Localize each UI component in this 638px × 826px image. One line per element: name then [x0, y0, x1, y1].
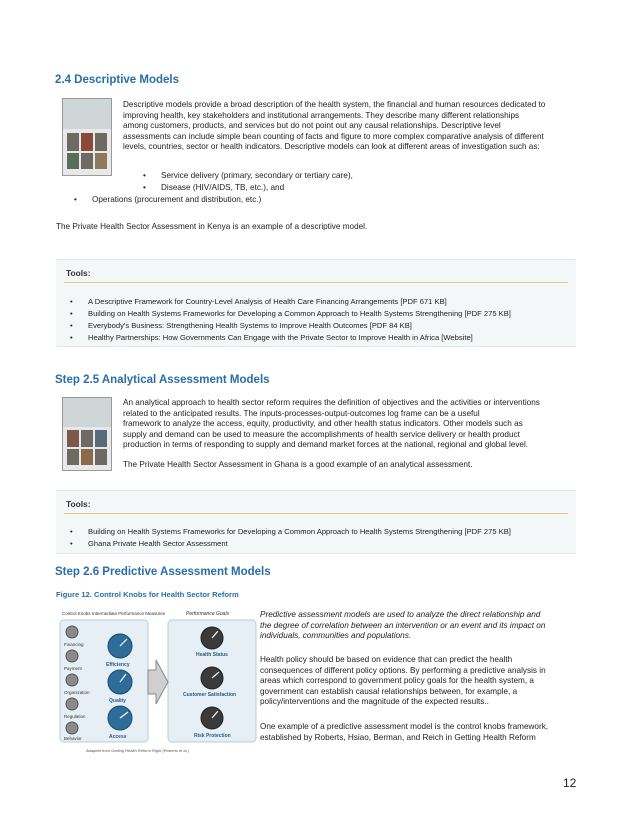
col-right-label: Performance Goals — [186, 611, 230, 617]
knob-icon — [66, 626, 78, 638]
text-line: government can establish causal relationships between, for example, a — [260, 686, 518, 696]
section-heading-2-4: 2.4 Descriptive Models — [55, 74, 179, 86]
page-number: 12 — [563, 776, 577, 790]
text-line: assessments can include simple bean counting of facts and figure to more complex comparative analysis of different — [123, 131, 544, 141]
text-line: the degree of correlation between an intervention or an event and its impact on — [260, 620, 546, 630]
text-line: One example of a predictive assessment model is the control knobs framework, — [260, 722, 549, 731]
text-line: improving health, key stakeholders and institutional arrangements. They describe many different relationships — [123, 110, 520, 120]
bullet-icon: • — [70, 527, 73, 536]
bullet-icon: • — [70, 333, 73, 342]
section-heading-2-5: Step 2.5 Analytical Assessment Models — [55, 374, 270, 386]
bullet-icon: • — [74, 195, 77, 204]
control-knobs-figure — [56, 606, 259, 756]
s25-example: The Private Health Sector Assessment in Ghana is a good example of an analytical assessment. — [123, 460, 473, 469]
knob-icon — [66, 650, 78, 662]
tool-link-text[interactable]: Ghana Private Health Sector Assessment — [88, 539, 228, 548]
text-line: Descriptive models provide a broad description of the health system, the financial and human resources dedicated to — [123, 100, 546, 109]
figure-source: Adapted from Getting Health Reform Right (Roberts et al.) — [86, 748, 189, 753]
text-line: An analytical approach to health sector reform requires the definition of objectives and the activities or interventions — [123, 398, 540, 407]
tools-label: Tools: — [66, 268, 91, 278]
bullet-icon: • — [70, 309, 73, 318]
goal-label: Risk Protection — [194, 733, 231, 739]
gauge-icon — [201, 707, 223, 729]
gauge-icon — [201, 667, 223, 689]
s25-paragraph — [123, 398, 593, 451]
gauge-icon — [108, 634, 132, 658]
text-line: levels, countries, sector or health indicators. Descriptive models can look at different areas of investigation such as: — [123, 142, 540, 152]
text-line: Health policy should be based on evidence that can predict the health — [260, 655, 513, 664]
knob-label: Payment — [64, 666, 82, 671]
section-heading-2-6: Step 2.6 Predictive Assessment Models — [55, 566, 271, 578]
tools-label: Tools: — [66, 499, 91, 509]
goal-label: Health Status — [196, 652, 228, 658]
bullet-icon: • — [143, 183, 146, 192]
text-line: related to the anticipated results. The inputs-processes-output-outcomes log frame can be a useful — [123, 408, 480, 418]
text-line: Predictive assessment models are used to analyze the direct relationship and — [260, 610, 541, 619]
tool-link-text[interactable]: Building on Health Systems Frameworks for Developing a Common Approach to Health Systems Strengthening [PDF 275 KB] — [88, 309, 511, 318]
knob-label: Financing — [64, 642, 84, 647]
text-line: policy/interventions and the magnitude of the expected results.. — [260, 697, 489, 707]
measure-label: Access — [109, 734, 127, 740]
bullet-icon: • — [70, 321, 73, 330]
report-cover-thumbnail — [62, 98, 112, 176]
gauge-icon — [201, 627, 223, 649]
text-line: supply and demand can be used to measure the accomplishments of health service delivery or health product — [123, 429, 520, 439]
text-line: among customers, products, and services but do not point out any causal relationships. Descriptive level — [123, 121, 501, 131]
s26-paragraph-3 — [260, 722, 590, 743]
figure-caption: Figure 12. Control Knobs for Health Sector Reform — [56, 590, 239, 599]
tool-link-text[interactable]: Building on Health Systems Frameworks for Developing a Common Approach to Health Systems Strengthening [PDF 275 KB] — [88, 527, 511, 536]
measure-label: Efficiency — [106, 662, 130, 668]
knob-label: Behavior — [64, 736, 82, 741]
list-item-text: Disease (HIV/AIDS, TB, etc.), and — [161, 183, 285, 192]
knob-icon — [66, 722, 78, 734]
report-cover-thumbnail — [62, 397, 112, 471]
text-line: established by Roberts, Hsiao, Berman, and Reich in Getting Health Reform — [260, 732, 536, 742]
bullet-icon: • — [143, 171, 146, 180]
text-line: individuals, communities and populations. — [260, 631, 412, 641]
col-left-label: Control Knobs — [62, 611, 91, 616]
s24-example: The Private Health Sector Assessment in Kenya is an example of a descriptive model. — [56, 222, 368, 231]
knob-icon — [66, 698, 78, 710]
text-line: consequences of different policy options. By performing a predictive analysis in — [260, 665, 546, 675]
knob-icon — [66, 674, 78, 686]
gauge-icon — [108, 670, 132, 694]
bullet-icon: • — [70, 539, 73, 548]
tool-link-text[interactable]: Healthy Partnerships: How Governments Can Engage with the Private Sector to Improve Health in Africa [Website] — [88, 333, 473, 342]
tools-box-1 — [56, 259, 576, 347]
text-line: production in terms of responding to supply and demand market forces at the national, regional and global level. — [123, 440, 529, 450]
measure-label: Quality — [109, 698, 126, 704]
text-line: framework to analyze the access, equity, productivity, and other health status indicators. Other models such as — [123, 419, 523, 429]
knob-label: Organization — [64, 690, 90, 695]
control-knobs-diagram — [56, 606, 259, 756]
tool-link-text[interactable]: A Descriptive Framework for Country-Level Analysis of Health Care Financing Arrangements [PDF 671 KB] — [88, 297, 447, 306]
tool-link-text[interactable]: Everybody's Business: Strengthening Health Systems to Improve Health Outcomes [PDF 84 KB] — [88, 321, 412, 330]
bullet-icon: • — [70, 297, 73, 306]
knob-label: Regulation — [64, 714, 86, 719]
s24-paragraph — [123, 100, 593, 153]
gauge-icon — [108, 706, 132, 730]
list-item-text: Service delivery (primary, secondary or tertiary care), — [161, 171, 353, 180]
s26-paragraph-2 — [260, 655, 590, 708]
col-mid-label: Intermediate Performance Measures — [92, 611, 166, 616]
goal-label: Customer Satisfaction — [183, 692, 237, 698]
list-item-text: Operations (procurement and distribution, etc.) — [92, 195, 262, 204]
tools-box-2 — [56, 490, 576, 554]
text-line: areas which correspond to government policy goals for the health system, a — [260, 676, 534, 686]
s26-paragraph-1 — [260, 610, 590, 642]
